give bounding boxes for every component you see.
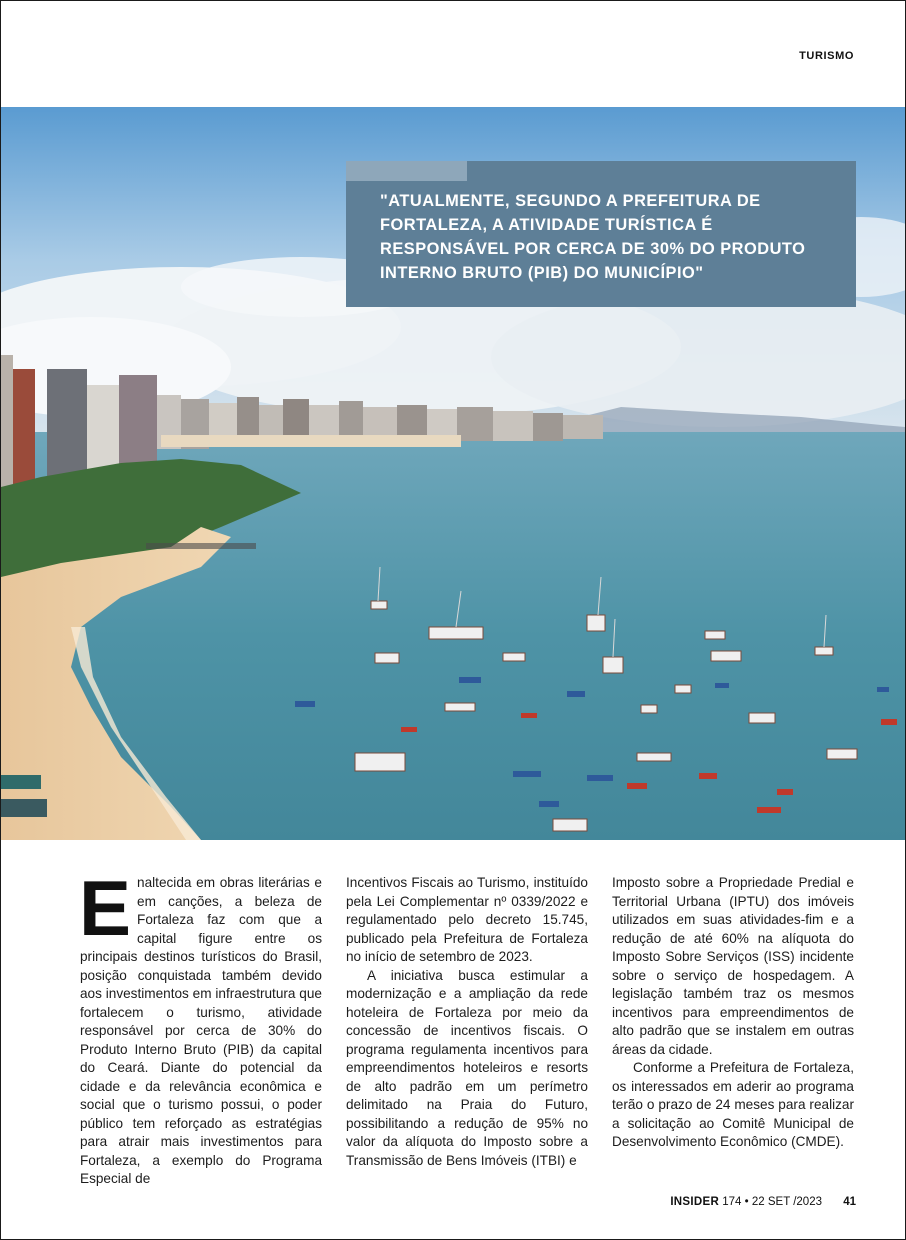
paragraph: naltecida em obras literárias e em canções, a beleza de Fortaleza faz com que a capital figure entre os principais destinos turísticos do Brasil, posição conquistada também devido aos investimentos em infraestrutura que fortalecem o turismo, atividade responsável por cerca de 30% do Produto Interno Bruto (PIB) da capital do Ceará. Diante do potencial da cidade e da relevância econômica e social que o turismo possui, o poder público tem reforçado as estratégias para atrair mais investimentos para Fortaleza, a exemplo do Programa Especial de	[80, 875, 322, 1186]
pull-quote-text: "ATUALMENTE, SEGUNDO A PREFEITURA DE FORTALEZA, A ATIVIDADE TURÍSTICA É RESPONSÁVEL POR CERCA DE 30% DO PRODUTO INTERNO BRUTO (PIB) DO MUNICÍPIO"	[380, 192, 806, 282]
issue-info: 174 • 22 SET /2023	[722, 1196, 822, 1208]
magazine-brand: INSIDER	[670, 1196, 720, 1208]
page-number: 41	[843, 1196, 856, 1208]
article-column-3	[612, 874, 854, 1152]
pull-quote	[346, 161, 856, 307]
article-column-1	[79, 864, 322, 1189]
section-label: TURISMO	[799, 50, 854, 62]
article-column-2	[346, 874, 588, 1170]
paragraph: Imposto sobre a Propriedade Predial e Territorial Urbana (IPTU) dos imóveis utilizados em suas atividades-fim e a redução de até 60% na alíquota do Imposto Sobre Serviços (ISS) incidente sobre o serviço de hospedagem. A legislação também traz os mesmos incentivos para empreendimentos de alto padrão que se instalem em outras áreas da cidade.	[612, 875, 854, 1057]
page-footer	[670, 1196, 856, 1208]
paragraph: A iniciativa busca estimular a modernização e a ampliação da rede hoteleira de Fortaleza por meio da concessão de incentivos fiscais. O programa regulamenta incentivos para empreendimentos hoteleiros e resorts de alto padrão em um perímetro delimitado na Praia do Futuro, possibilitando a redução de 95% no valor da alíquota do Imposto sobre a Transmissão de Bens Imóveis (ITBI) e	[346, 967, 588, 1168]
quote-accent-tab	[346, 161, 467, 181]
paragraph: Incentivos Fiscais ao Turismo, instituído pela Lei Complementar nº 0339/2022 e regulamentado pelo decreto 15.745, publicado pela Prefeitura de Fortaleza no início de setembro de 2023.	[346, 875, 588, 964]
drop-cap: E	[79, 864, 132, 952]
paragraph: Conforme a Prefeitura de Fortaleza, os interessados em aderir ao programa terão o prazo de 24 meses para realizar a solicitação ao Comitê Municipal de Desenvolvimento Econômico (CMDE).	[612, 1060, 854, 1149]
